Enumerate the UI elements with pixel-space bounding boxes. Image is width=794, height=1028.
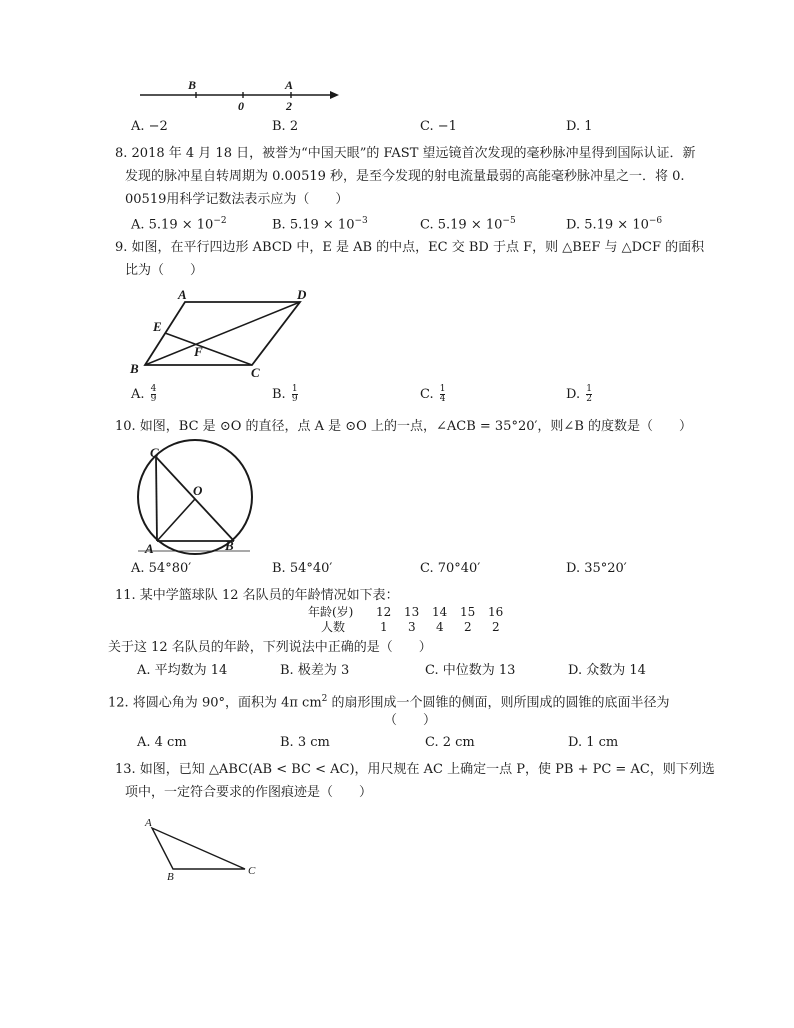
q9-option-a[interactable]: A. $\frac{4}{9}$	[131, 384, 157, 404]
point-o-label: O	[193, 483, 203, 498]
q9-option-b[interactable]: B. $\frac{1}{9}$	[272, 384, 298, 404]
q8-option-c[interactable]: C. $5.19 \times 10^{-5}$	[420, 216, 516, 233]
q7-option-b[interactable]: B. 2	[272, 119, 299, 134]
vertex-a-label: A	[178, 287, 187, 302]
table-cell: 13	[404, 605, 420, 619]
table-cell: 12	[376, 605, 392, 619]
vertex-d-label: D	[297, 287, 307, 302]
table-cell: 3	[408, 620, 416, 634]
table-cell: 15	[460, 605, 476, 619]
q12-option-d[interactable]: D. 1 cm	[568, 735, 619, 750]
q10-option-b[interactable]: B. 54°40′	[272, 561, 333, 576]
q10-stem: 10. 如图，BC 是 ⊙O 的直径，点 A 是 ⊙O 上的一点，∠ACB = 35°20′，则∠B 的度数是（ ）	[115, 419, 693, 434]
table-cell: 2	[464, 620, 472, 634]
table-cell: 4	[436, 620, 444, 634]
q12-option-a[interactable]: A. 4 cm	[137, 735, 187, 750]
q8-option-d[interactable]: D. $5.19 \times 10^{-6}$	[566, 216, 663, 233]
vertex-b-label: B	[167, 871, 174, 883]
q9-option-d[interactable]: D. $\frac{1}{2}$	[566, 384, 592, 404]
q10-option-d[interactable]: D. 35°20′	[566, 561, 627, 576]
table-cell: 2	[492, 620, 500, 634]
vertex-b-label: B	[130, 361, 139, 376]
triangle-abc	[152, 828, 245, 869]
q11-option-c[interactable]: C. 中位数为 13	[425, 663, 516, 678]
q9-stem-line-1: 9. 如图，在平行四边形 ABCD 中，E 是 AB 的中点，EC 交 BD 于点 F，则 △BEF 与 △DCF 的面积	[115, 240, 705, 255]
table-cell: 1	[380, 620, 388, 634]
point-c-label: C	[150, 445, 159, 460]
q8-stem-line-3: 00519用科学记数法表示应为（ ）	[125, 192, 349, 207]
q7-option-d[interactable]: D. 1	[566, 119, 593, 134]
q12-stem-line-1: 12. 将圆心角为 90°，面积为 4π $cm^2$ 的扇形围成一个圆锥的侧面，则所围成的圆锥的底面半径为	[108, 694, 670, 711]
tick-two-label: 2	[286, 99, 292, 113]
q9-stem-line-2: 比为（ ）	[125, 263, 204, 278]
q11-question: 关于这 12 名队员的年龄，下列说法中正确的是（ ）	[108, 640, 432, 655]
q12-option-b[interactable]: B. 3 cm	[280, 735, 330, 750]
point-a-label: A	[145, 541, 154, 556]
point-b-label: B	[225, 538, 234, 553]
vertex-c-label: C	[251, 365, 260, 380]
q9-option-c[interactable]: C. $\frac{1}{4}$	[420, 384, 446, 404]
table-cell: 16	[488, 605, 504, 619]
q8-stem-line-2: 发现的脉冲星自转周期为 0.00519 秒，是至今发现的射电流量最弱的高能毫秒脉冲星之一．将 0.	[125, 169, 685, 184]
q8-stem-line-1: 8. 2018 年 4 月 18 日，被誉为“中国天眼”的 FAST 望远镜首次发现的毫秒脉冲星得到国际认证．新	[115, 146, 696, 161]
point-e-label: E	[153, 319, 162, 334]
q11-option-d[interactable]: D. 众数为 14	[568, 663, 646, 678]
vertex-a-label: A	[145, 817, 152, 829]
q13-stem-line-1: 13. 如图，已知 △ABC(AB < BC < AC)，用尺规在 AC 上确定一点 P，使 PB + PC = AC，则下列选	[115, 762, 715, 777]
q7-option-a[interactable]: A. −2	[131, 119, 168, 134]
point-b-label: B	[188, 78, 197, 92]
q12-option-c[interactable]: C. 2 cm	[425, 735, 475, 750]
table-cell: 14	[432, 605, 448, 619]
q11-stem: 11. 某中学篮球队 12 名队员的年龄情况如下表：	[115, 588, 399, 603]
table-row-label-count: 人数	[321, 620, 346, 634]
table-row-label-age: 年龄(岁)	[308, 605, 354, 619]
q11-option-a[interactable]: A. 平均数为 14	[137, 663, 228, 678]
q7-option-c[interactable]: C. −1	[420, 119, 457, 134]
q10-option-c[interactable]: C. 70°40′	[420, 561, 481, 576]
q10-option-a[interactable]: A. 54°80′	[131, 561, 192, 576]
q12-stem-line-2: （ ）	[384, 713, 437, 728]
point-f-label: F	[194, 344, 203, 359]
vertex-c-label: C	[248, 865, 256, 877]
q8-option-b[interactable]: B. $5.19 \times 10^{-3}$	[272, 216, 368, 233]
q13-stem-line-2: 项中，一定符合要求的作图痕迹是（ ）	[125, 785, 373, 800]
point-a-label: A	[285, 78, 294, 92]
q11-option-b[interactable]: B. 极差为 3	[280, 663, 350, 678]
q8-option-a[interactable]: A. $5.19 \times 10^{-2}$	[131, 216, 227, 233]
tick-zero-label: 0	[238, 99, 244, 113]
